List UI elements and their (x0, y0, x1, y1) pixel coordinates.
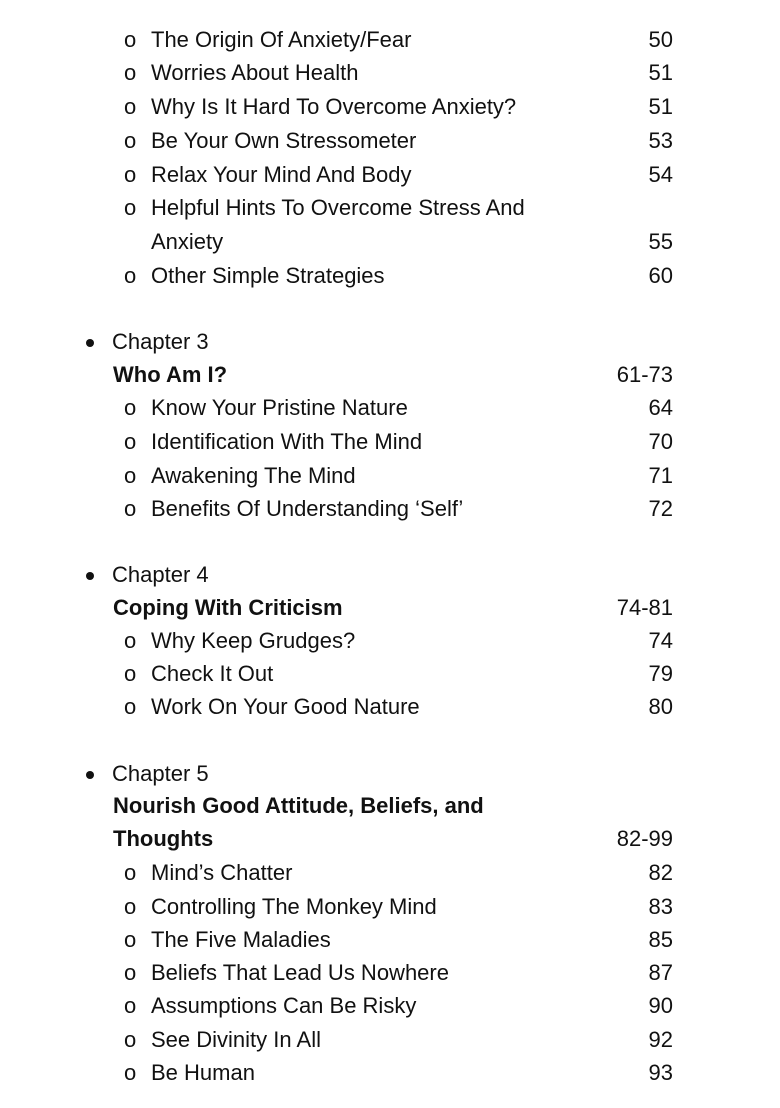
entry-page-number: 51 (648, 60, 673, 85)
entry-marker: o (124, 429, 137, 454)
entry-title: Worries About Health (151, 60, 359, 85)
entry-marker: o (124, 960, 137, 985)
toc-entry (0, 991, 673, 1021)
bullet-dot-icon (86, 771, 94, 779)
entry-page-number: 79 (648, 661, 673, 686)
toc-entry (0, 925, 673, 955)
entry-title: Be Human (151, 1060, 255, 1085)
entry-title: See Divinity In All (151, 1027, 321, 1052)
entry-page-number: 90 (648, 993, 673, 1018)
entry-page-number: 74 (648, 628, 673, 653)
chapter-heading (0, 759, 673, 789)
toc-entry (0, 92, 673, 122)
chapter-heading (0, 327, 673, 357)
entry-title: Mind’s Chatter (151, 860, 293, 885)
bullet-dot-icon (86, 572, 94, 580)
entry-title: The Five Maladies (151, 927, 331, 952)
entry-marker: o (124, 993, 137, 1018)
entry-page-number: 85 (648, 927, 673, 952)
entry-page-number: 51 (648, 94, 673, 119)
chapter-page-range: 82-99 (616, 826, 673, 851)
toc-entry (0, 160, 673, 190)
entry-title: The Origin Of Anxiety/Fear (151, 27, 412, 52)
entry-marker: o (124, 694, 137, 719)
entry-title: Assumptions Can Be Risky (151, 993, 417, 1018)
entry-page-number: 80 (648, 694, 673, 719)
toc-entry (0, 892, 673, 922)
entry-title: Identification With The Mind (151, 429, 423, 454)
entry-marker: o (124, 263, 137, 288)
entry-page-number: 71 (648, 463, 673, 488)
entry-title: Beliefs That Lead Us Nowhere (151, 960, 449, 985)
entry-marker: o (124, 1060, 137, 1085)
entry-page-number: 83 (648, 894, 673, 919)
entry-marker: o (124, 628, 137, 653)
entry-marker: o (124, 162, 137, 187)
entry-page-number: 70 (648, 429, 673, 454)
entry-title: Helpful Hints To Overcome Stress And (151, 195, 525, 220)
entry-page-number: 92 (648, 1027, 673, 1052)
toc-entry (0, 494, 673, 524)
toc-entry (0, 193, 673, 223)
entry-title: Be Your Own Stressometer (151, 128, 417, 153)
toc-entry (0, 1058, 673, 1088)
entry-title: Benefits Of Understanding ‘Self’ (151, 496, 464, 521)
toc-entry (0, 261, 673, 291)
chapter-title-row (0, 593, 673, 623)
chapter-title: Who Am I? (113, 362, 228, 387)
toc-entry (0, 427, 673, 457)
chapter-label: Chapter 4 (112, 562, 209, 587)
chapter-title-row (0, 824, 673, 854)
chapter-title: Coping With Criticism (113, 595, 343, 620)
entry-title: Controlling The Monkey Mind (151, 894, 437, 919)
entry-marker: o (124, 927, 137, 952)
toc-entry (0, 461, 673, 491)
toc-entry (0, 126, 673, 156)
toc-entry (0, 1025, 673, 1055)
entry-page-number: 50 (648, 27, 673, 52)
entry-page-number: 60 (648, 263, 673, 288)
toc-entry (0, 25, 673, 55)
toc-entry (0, 659, 673, 689)
entry-page-number: 93 (648, 1060, 673, 1085)
entry-page-number: 82 (648, 860, 673, 885)
entry-marker: o (124, 860, 137, 885)
toc-entry (0, 626, 673, 656)
entry-marker: o (124, 60, 137, 85)
chapter-title-row (0, 791, 673, 821)
toc-entry (0, 692, 673, 722)
chapter-heading (0, 560, 673, 590)
entry-marker: o (124, 27, 137, 52)
chapter-title: Thoughts (113, 826, 214, 851)
entry-marker: o (124, 128, 137, 153)
entry-marker: o (124, 195, 137, 220)
entry-title: Why Is It Hard To Overcome Anxiety? (151, 94, 517, 119)
toc-entry (0, 58, 673, 88)
entry-title: Why Keep Grudges? (151, 628, 356, 653)
entry-page-number: 72 (648, 496, 673, 521)
entry-marker: o (124, 395, 137, 420)
toc-entry (0, 958, 673, 988)
entry-title: Awakening The Mind (151, 463, 356, 488)
entry-marker: o (124, 1027, 137, 1052)
entry-page-number: 54 (648, 162, 673, 187)
entry-marker: o (124, 661, 137, 686)
chapter-title: Nourish Good Attitude, Beliefs, and (113, 793, 484, 818)
toc-entry-continuation (0, 227, 673, 257)
chapter-title-row (0, 360, 673, 390)
entry-title: Anxiety (151, 229, 224, 254)
entry-page-number: 87 (648, 960, 673, 985)
entry-page-number: 53 (648, 128, 673, 153)
toc-entry (0, 393, 673, 423)
entry-page-number: 64 (648, 395, 673, 420)
chapter-page-range: 74-81 (616, 595, 673, 620)
entry-title: Relax Your Mind And Body (151, 162, 412, 187)
chapter-label: Chapter 3 (112, 329, 209, 354)
bullet-dot-icon (86, 339, 94, 347)
entry-title: Work On Your Good Nature (151, 694, 420, 719)
entry-marker: o (124, 894, 137, 919)
entry-marker: o (124, 94, 137, 119)
entry-title: Know Your Pristine Nature (151, 395, 408, 420)
chapter-label: Chapter 5 (112, 761, 209, 786)
toc-entry (0, 858, 673, 888)
chapter-page-range: 61-73 (616, 362, 673, 387)
entry-title: Check It Out (151, 661, 274, 686)
entry-title: Other Simple Strategies (151, 263, 385, 288)
entry-marker: o (124, 496, 137, 521)
entry-marker: o (124, 463, 137, 488)
entry-page-number: 55 (648, 229, 673, 254)
